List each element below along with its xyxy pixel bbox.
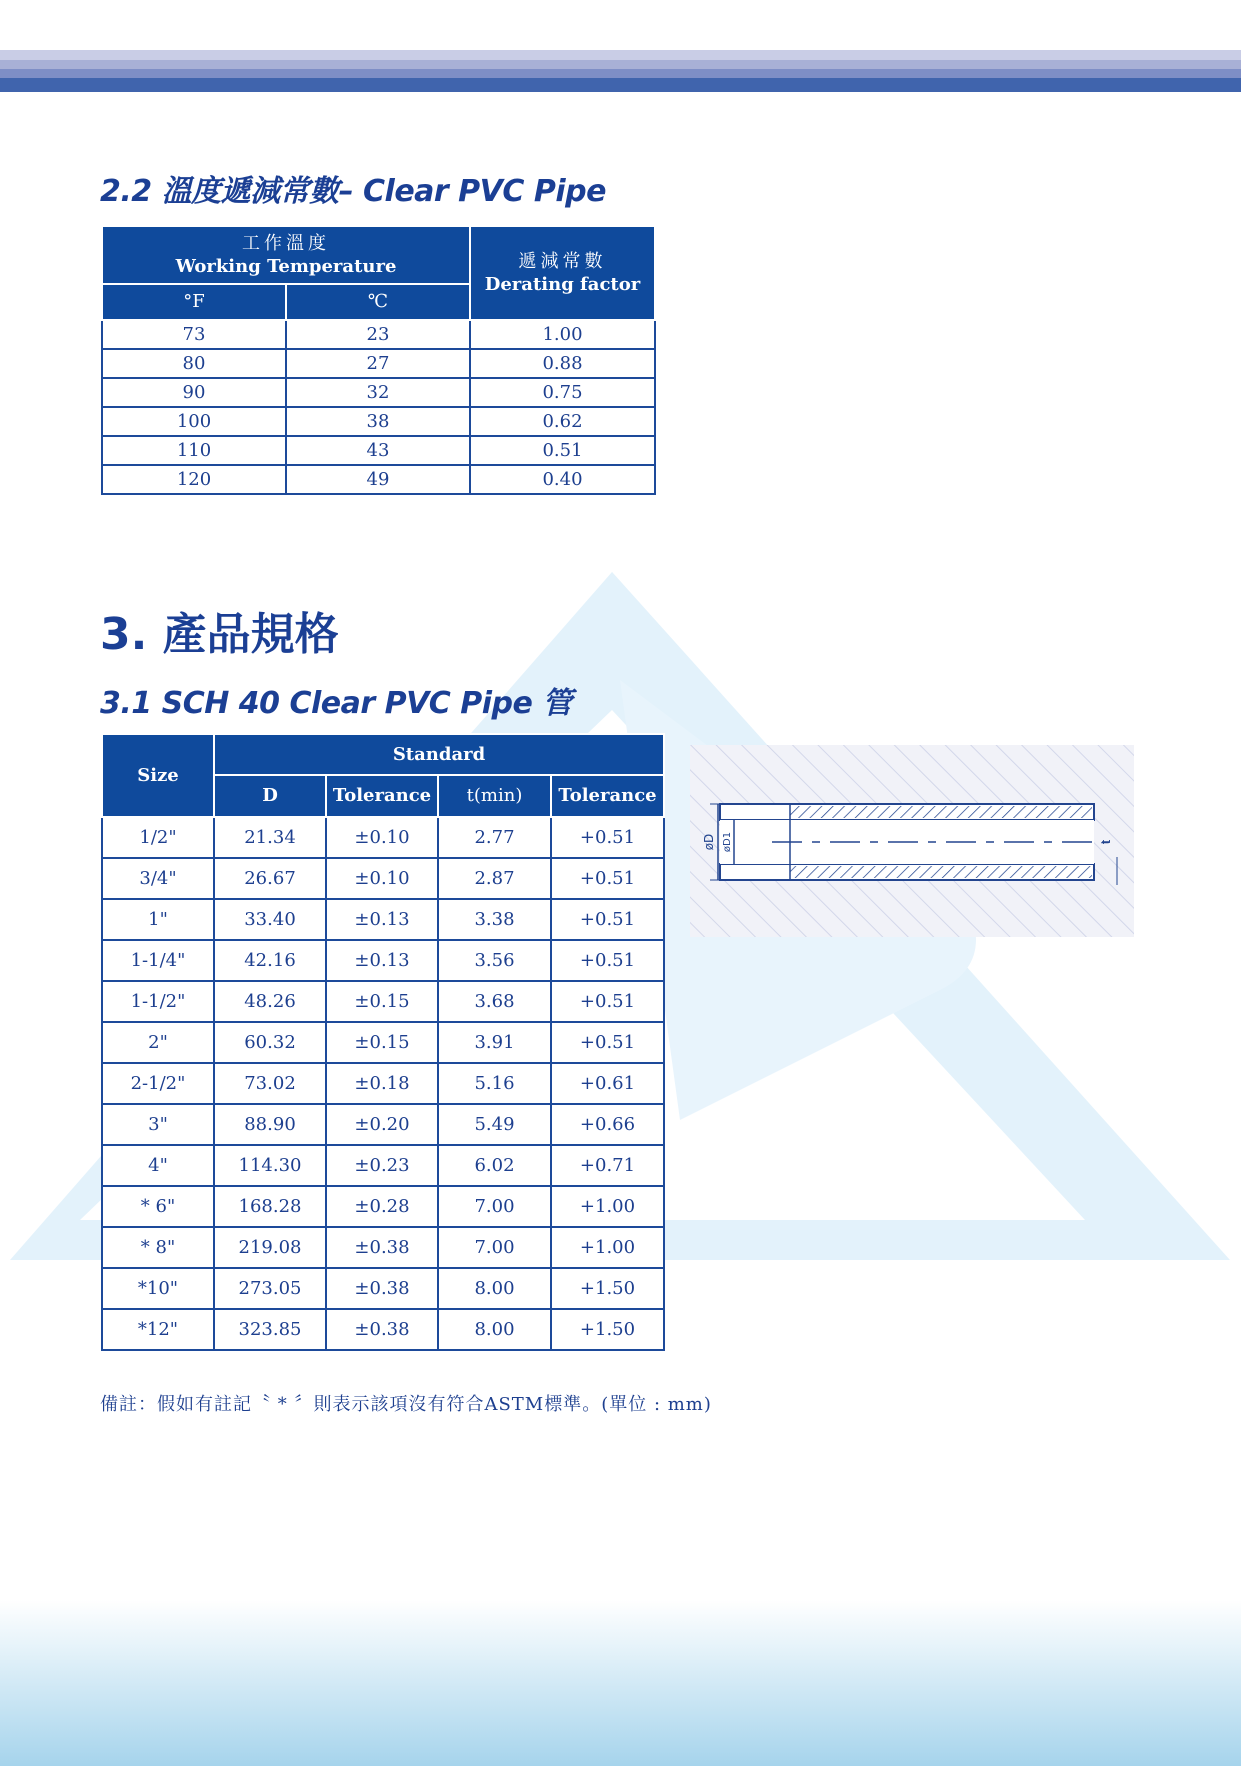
table-cell: 219.08 [214,1227,326,1268]
working-temperature-zh: 工作溫度 [242,232,330,254]
table-cell: 1.00 [470,320,655,349]
celsius-header: ℃ [286,284,470,320]
size-header: Size [102,734,214,817]
table-cell: 5.16 [438,1063,551,1104]
table-cell: +0.66 [551,1104,664,1145]
table-cell: +1.00 [551,1186,664,1227]
table-cell: 110 [102,436,286,465]
table-cell: 33.40 [214,899,326,940]
table-row [102,1186,664,1227]
standard-header: Standard [214,734,664,775]
table-cell: 7.00 [438,1186,551,1227]
inner-diameter-label: øD1 [722,831,733,853]
table-cell: 27 [286,349,470,378]
table-cell: 6.02 [438,1145,551,1186]
table-cell: +0.51 [551,899,664,940]
table-row [102,1227,664,1268]
table-cell: +0.51 [551,817,664,858]
table-cell: 73.02 [214,1063,326,1104]
table-cell: ±0.23 [326,1145,438,1186]
d-tolerance-header: Tolerance [326,775,438,817]
table-cell: ±0.15 [326,981,438,1022]
table-cell: 8.00 [438,1309,551,1350]
table-row [102,349,655,378]
table-row [102,1063,664,1104]
table-cell: 120 [102,465,286,494]
table-cell: 60.32 [214,1022,326,1063]
outer-diameter-label: øD [702,833,716,851]
section-3-title: 3. 產品規格 [100,609,339,660]
section-3-1-title: 3.1 SCH 40 Clear PVC Pipe 管 [100,686,572,721]
table-row [102,1268,664,1309]
table-row [102,378,655,407]
table-cell: +0.61 [551,1063,664,1104]
table-cell: * 6" [102,1186,214,1227]
d-header: D [214,775,326,817]
table-cell: +0.51 [551,940,664,981]
astm-footnote: 備註：假如有註記〝 * 〞則表示該項沒有符合ASTM標準。(單位 : mm) [100,1394,712,1415]
table-cell: 48.26 [214,981,326,1022]
table-cell: 168.28 [214,1186,326,1227]
table-cell: 3.68 [438,981,551,1022]
table-cell: 3" [102,1104,214,1145]
table-cell: ±0.13 [326,899,438,940]
table-cell: 3.91 [438,1022,551,1063]
table-cell: 88.90 [214,1104,326,1145]
table-cell: ±0.10 [326,858,438,899]
table-cell: 26.67 [214,858,326,899]
bottom-gradient [0,1600,1241,1766]
table-cell: * 8" [102,1227,214,1268]
table-cell: 5.49 [438,1104,551,1145]
table-cell: +0.51 [551,858,664,899]
table-cell: 43 [286,436,470,465]
table-cell: 2" [102,1022,214,1063]
fahrenheit-header: °F [102,284,286,320]
table-row [102,817,664,858]
table-cell: +0.51 [551,981,664,1022]
table-cell: 32 [286,378,470,407]
table-row [102,465,655,494]
table-cell: 42.16 [214,940,326,981]
table-cell: 3/4" [102,858,214,899]
table-cell: 49 [286,465,470,494]
table-cell: 23 [286,320,470,349]
derating-factor-header [470,226,655,320]
spec-rows [102,817,664,1350]
table-cell: +1.00 [551,1227,664,1268]
t-min-header: t(min) [438,775,551,817]
derating-rows [102,320,655,494]
sch40-spec-table [101,733,665,1351]
table-cell: ±0.38 [326,1268,438,1309]
derating-factor-zh: 遞減常數 [518,250,607,272]
table-row [102,407,655,436]
table-cell: *10" [102,1268,214,1309]
table-row [102,1104,664,1145]
table-cell: 7.00 [438,1227,551,1268]
derating-factor-en: Derating factor [484,274,641,295]
table-row [102,858,664,899]
table-cell: 8.00 [438,1268,551,1309]
pipe-cross-section-diagram [690,745,1134,937]
table-cell: 21.34 [214,817,326,858]
table-cell: 273.05 [214,1268,326,1309]
table-cell: 1-1/2" [102,981,214,1022]
table-cell: *12" [102,1309,214,1350]
table-cell: ±0.38 [326,1309,438,1350]
table-cell: 0.75 [470,378,655,407]
table-cell: 2.87 [438,858,551,899]
table-row [102,1309,664,1350]
table-cell: 3.56 [438,940,551,981]
table-cell: ±0.13 [326,940,438,981]
table-cell: 100 [102,407,286,436]
table-cell: 0.62 [470,407,655,436]
table-row [102,1145,664,1186]
t-tolerance-header: Tolerance [551,775,664,817]
table-cell: 38 [286,407,470,436]
table-cell: +1.50 [551,1309,664,1350]
table-cell: 80 [102,349,286,378]
table-cell: 2.77 [438,817,551,858]
table-cell: ±0.15 [326,1022,438,1063]
table-cell: 73 [102,320,286,349]
table-cell: ±0.28 [326,1186,438,1227]
table-cell: +0.71 [551,1145,664,1186]
table-cell: 3.38 [438,899,551,940]
table-row [102,1022,664,1063]
table-cell: +1.50 [551,1268,664,1309]
table-cell: ±0.18 [326,1063,438,1104]
table-row [102,899,664,940]
table-cell: 4" [102,1145,214,1186]
wall-thickness-label: t [1099,839,1113,845]
table-cell: ±0.10 [326,817,438,858]
table-cell: 0.40 [470,465,655,494]
table-row [102,940,664,981]
top-stripe-band [0,0,1241,92]
table-row [102,981,664,1022]
table-row [102,436,655,465]
derating-table [101,225,656,495]
table-row [102,320,655,349]
table-cell: 1" [102,899,214,940]
working-temperature-en: Working Temperature [175,256,397,277]
table-cell: 323.85 [214,1309,326,1350]
table-cell: 0.88 [470,349,655,378]
table-cell: 90 [102,378,286,407]
table-cell: 1/2" [102,817,214,858]
table-cell: ±0.38 [326,1227,438,1268]
table-cell: 1-1/4" [102,940,214,981]
working-temperature-header [102,226,470,284]
table-cell: 114.30 [214,1145,326,1186]
table-cell: ±0.20 [326,1104,438,1145]
table-cell: +0.51 [551,1022,664,1063]
table-cell: 0.51 [470,436,655,465]
section-2-2-title: 2.2 溫度遞減常數– Clear PVC Pipe [100,174,606,209]
table-cell: 2-1/2" [102,1063,214,1104]
